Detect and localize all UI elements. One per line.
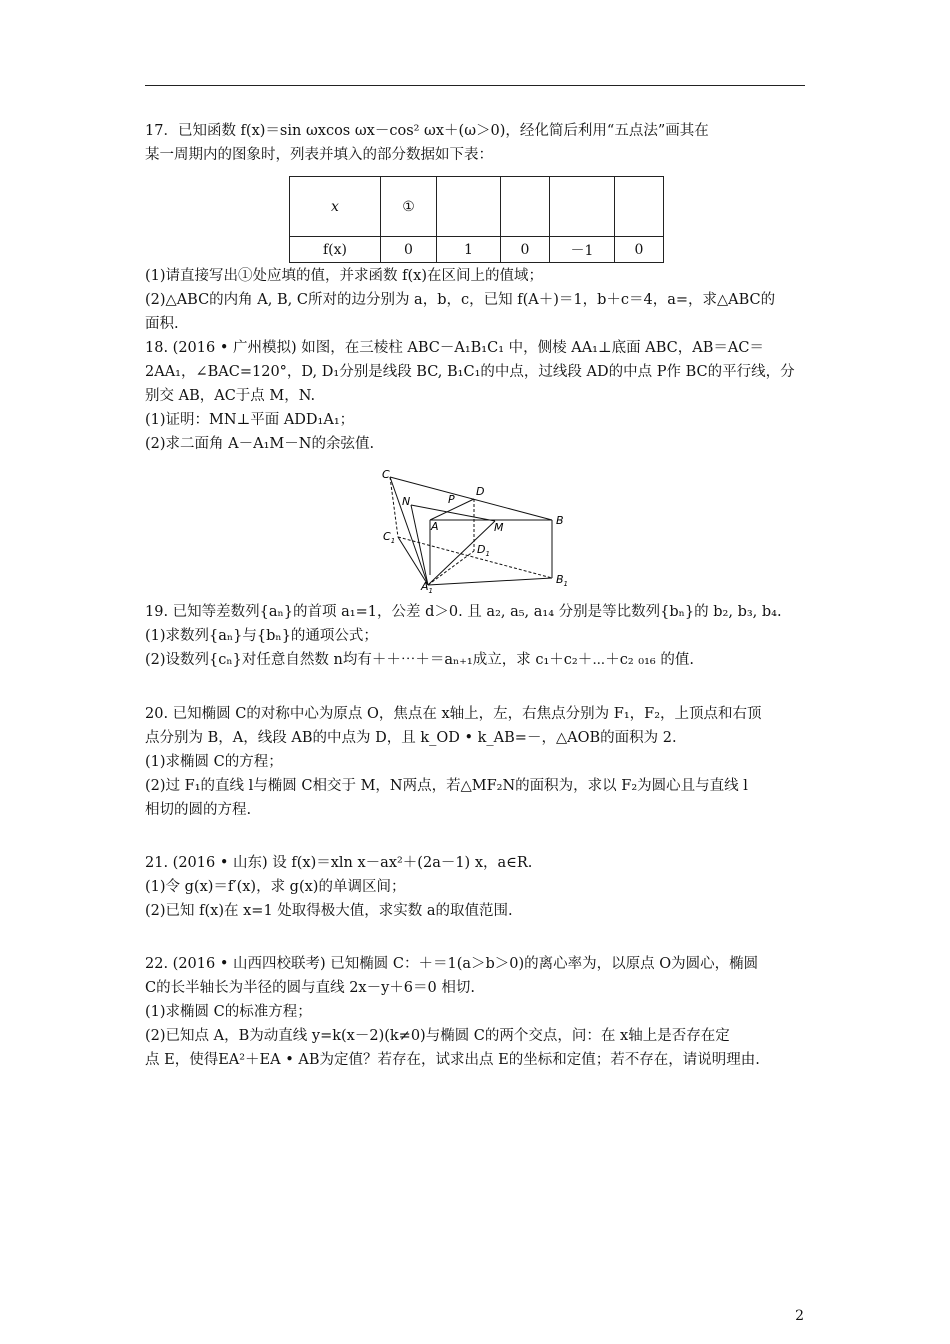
table-cell: ① (381, 177, 437, 237)
table-cell: －1 (550, 237, 615, 263)
edge-CB (390, 477, 552, 520)
p19-line-2: (1)求数列{aₙ}与{bₙ}的通项公式； (145, 628, 378, 644)
p18-line-2: 2AA₁，∠BAC=120°，D, D₁分别是线段 BC, B₁C₁的中点，过线段 AD的中点 P作 BC的平行线，分 (145, 364, 795, 380)
p17-line-3: (1)请直接写出①处应填的值，并求函数 f(x)在区间上的值域； (145, 268, 544, 284)
label-C: C (382, 468, 390, 481)
header-rule (145, 85, 805, 86)
p17-line-1: 17．已知函数 f(x)＝sin ωxcos ωx－cos² ωx＋(ω＞0)，经化简后利用“五点法”画其在 (145, 123, 709, 139)
table-cell (501, 177, 550, 237)
p17-line-5: 面积. (145, 316, 179, 332)
p20-line-4: (2)过 F₁的直线 l与椭圆 C相交于 M，N两点，若△MF₂N的面积为，求以 F₂为圆心且与直线 l (145, 778, 748, 794)
p20-line-2: 点分别为 B，A，线段 AB的中点为 D，且 k_OD • k_AB=－，△AOB的面积为 2. (145, 730, 677, 746)
table-cell (550, 177, 615, 237)
p21-line-1: 21. (2016 • 山东) 设 f(x)＝xln x－ax²＋(2a－1) x，a∈R. (145, 855, 533, 871)
p21-line-3: (2)已知 f(x)在 x=1 处取得极大值，求实数 a的取值范围. (145, 903, 513, 919)
p18-line-5: (2)求二面角 A－A₁M－N的余弦值. (145, 436, 375, 452)
p17-line-4: (2)△ABC的内角 A, B, C所对的边分别为 a，b，c，已知 f(A＋)＝1，b＋c＝4，a=，求△ABC的 (145, 292, 776, 308)
edge-NM (411, 505, 495, 521)
label-N: N (402, 495, 411, 508)
edge-CC1 (390, 477, 398, 537)
table-cell: 1 (437, 237, 501, 263)
page-number: 2 (795, 1308, 804, 1324)
five-point-table (289, 176, 664, 263)
edge-C1B1 (398, 537, 552, 578)
table-cell: x (290, 177, 381, 237)
label-B1: $B_1$ (556, 573, 569, 588)
table-cell (615, 177, 664, 237)
edge-CA1 (390, 477, 428, 585)
edge-A1B1 (428, 578, 552, 585)
p18-line-4: (1)证明：MN⊥平面 ADD₁A₁； (145, 412, 355, 428)
p17-line-2: 某一周期内的图象时，列表并填入的部分数据如下表： (145, 147, 493, 163)
p20-line-3: (1)求椭圆 C的方程； (145, 754, 283, 770)
p20-line-1: 20. 已知椭圆 C的对称中心为原点 O，焦点在 x轴上，左，右焦点分别为 F₁，F₂，上顶点和右顶 (145, 706, 762, 722)
p20-line-5: 相切的圆的方程. (145, 802, 252, 818)
edge-A1D1 (428, 551, 474, 585)
prism-figure (370, 465, 580, 593)
label-M: M (494, 521, 504, 534)
label-A1: $A_1$ (421, 580, 433, 593)
p18-line-1: 18. (2016 • 广州模拟) 如图，在三棱柱 ABC－A₁B₁C₁ 中，侧棱 AA₁⊥底面 ABC，AB＝AC＝ (145, 340, 764, 356)
label-D: D (476, 485, 485, 498)
p22-line-5: 点 E，使得EA²＋EA • AB为定值？若存在，试求出点 E的坐标和定值；若不存在，请说明理由. (145, 1052, 760, 1068)
p19-line-1: 19. 已知等差数列{aₙ}的首项 a₁=1，公差 d＞0. 且 a₂, a₅, a₁₄ 分别是等比数列{bₙ}的 b₂, b₃, b₄. (145, 604, 782, 620)
p22-line-3: (1)求椭圆 C的标准方程； (145, 1004, 312, 1020)
p22-line-2: C的长半轴长为半径的圆与直线 2x－y＋6＝0 相切. (145, 980, 475, 996)
label-P: P (448, 493, 455, 506)
table-cell: 0 (381, 237, 437, 263)
label-B: B (556, 514, 564, 527)
table-cell (437, 177, 501, 237)
p18-line-3: 别交 AB，AC于点 M，N. (145, 388, 316, 404)
label-C1: $C_1$ (383, 530, 396, 545)
label-D1: $D_1$ (477, 543, 490, 558)
p19-line-3: (2)设数列{cₙ}对任意自然数 n均有＋＋⋯＋＝aₙ₊₁成立，求 c₁＋c₂＋⋯＋c₂ ₀₁₆ 的值. (145, 652, 694, 668)
table-cell: 0 (501, 237, 550, 263)
p22-line-4: (2)已知点 A，B为动直线 y=k(x－2)(k≠0)与椭圆 C的两个交点，问：在 x轴上是否存在定 (145, 1028, 730, 1044)
table-cell: 0 (615, 237, 664, 263)
label-A: A (431, 520, 439, 533)
p21-line-2: (1)令 g(x)＝f′(x)，求 g(x)的单调区间； (145, 879, 406, 895)
table-row (290, 177, 664, 237)
table-cell: f(x) (290, 237, 381, 263)
table-row (290, 237, 664, 263)
p22-line-1: 22. (2016 • 山西四校联考) 已知椭圆 C：＋＝1(a＞b＞0)的离心率为，以原点 O为圆心，椭圆 (145, 956, 759, 972)
